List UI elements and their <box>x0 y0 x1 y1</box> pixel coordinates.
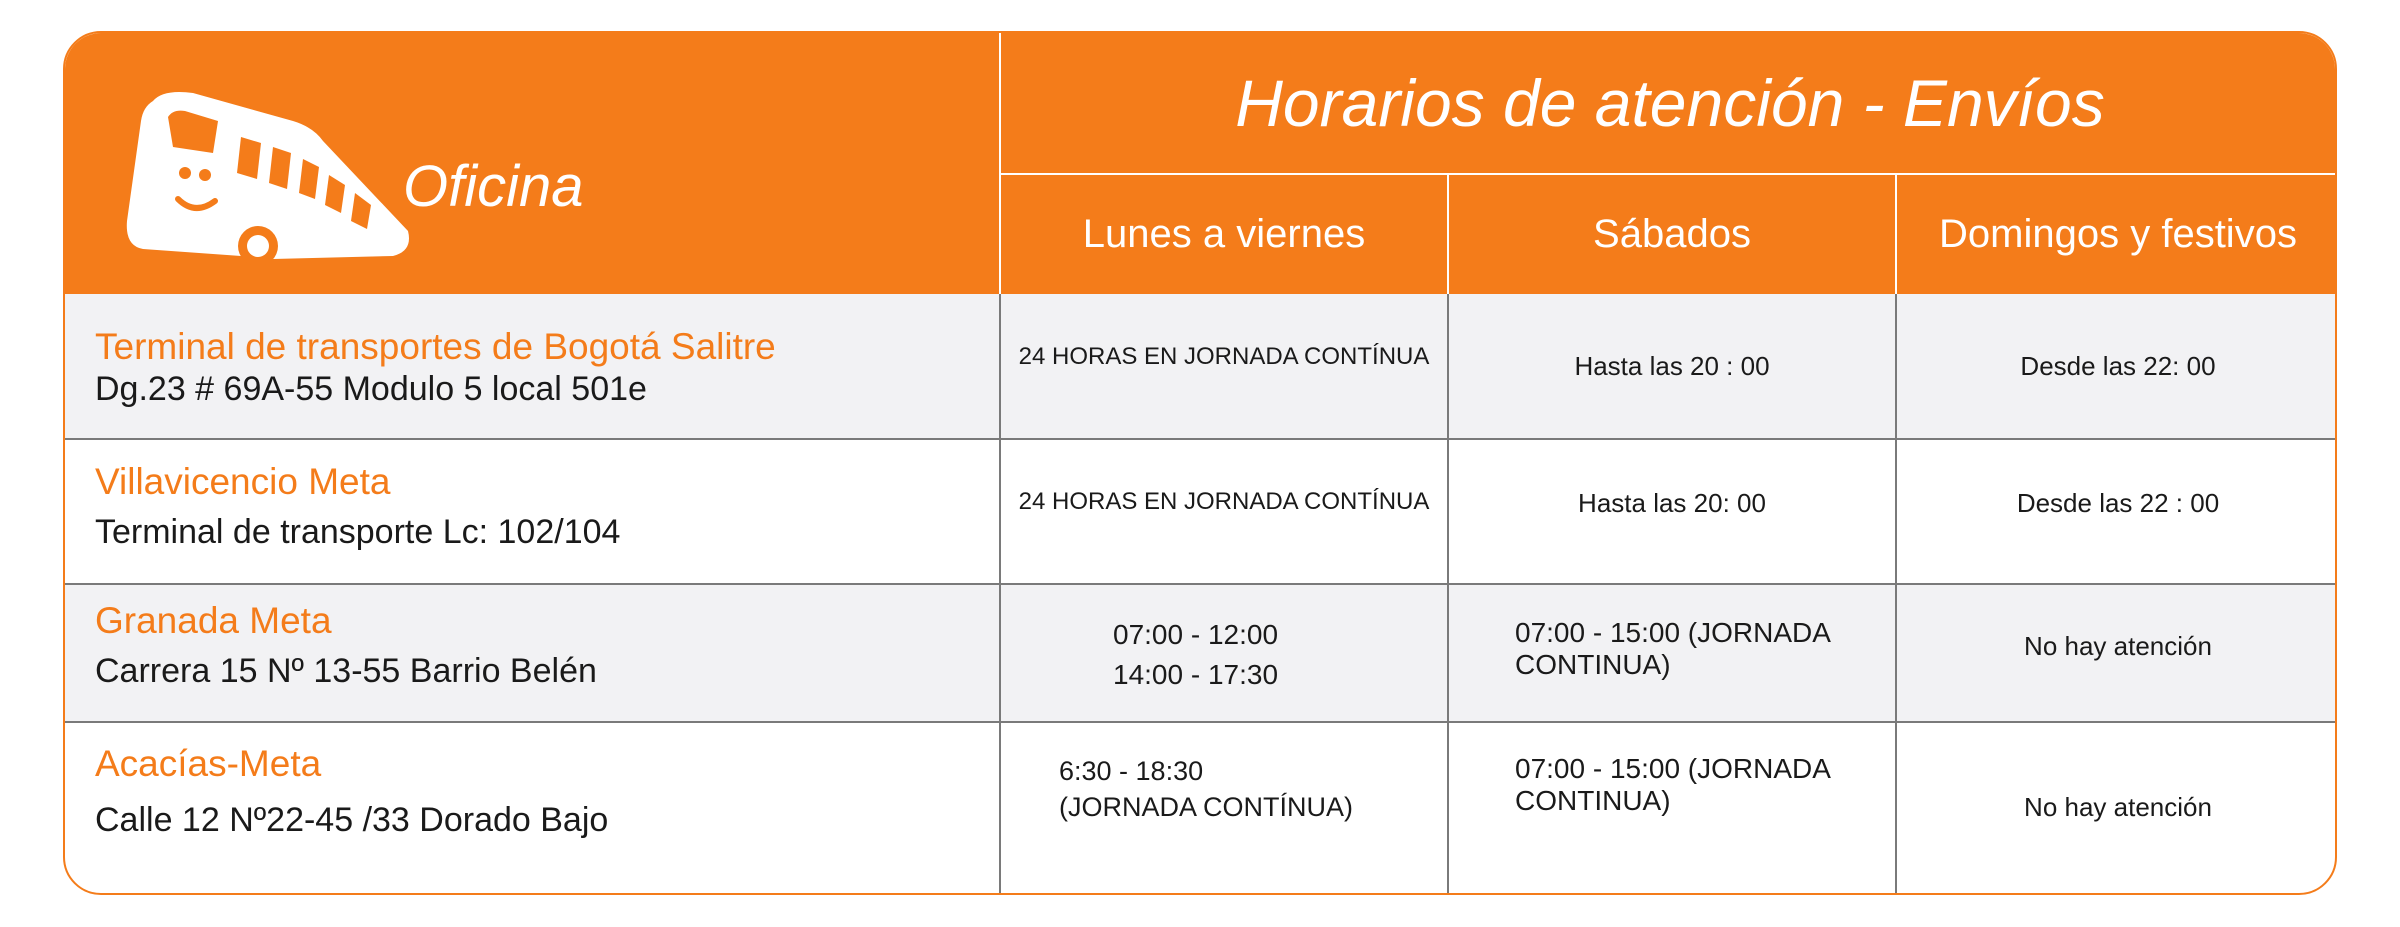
office-column-title: Oficina <box>403 154 584 219</box>
schedule-title: Horarios de atención - Envíos <box>1235 66 2105 140</box>
weekday-hours: 07:00 - 12:00 <box>1113 619 1279 650</box>
weekday-hours: 6:30 - 18:30 <box>1059 756 1204 786</box>
column-divider <box>999 294 1001 895</box>
saturday-hours: CONTINUA) <box>1515 785 1671 816</box>
office-address: Calle 12 Nº22-45 /33 Dorado Bajo <box>95 801 609 839</box>
row-divider <box>65 583 2337 585</box>
sunday-hours: No hay atención <box>2024 792 2212 822</box>
weekday-hours: (JORNADA CONTÍNUA) <box>1059 792 1354 822</box>
bus-icon <box>123 81 413 271</box>
saturday-hours: CONTINUA) <box>1515 649 1671 680</box>
office-name: Granada Meta <box>95 600 332 641</box>
office-address: Terminal de transporte Lc: 102/104 <box>95 513 621 551</box>
office-name: Terminal de transportes de Bogotá Salitre <box>95 326 776 367</box>
sunday-hours: Desde las 22: 00 <box>2020 351 2216 381</box>
saturday-hours: 07:00 - 15:00 (JORNADA <box>1515 753 1831 784</box>
office-address: Dg.23 # 69A-55 Modulo 5 local 501e <box>95 370 647 408</box>
office-name: Acacías-Meta <box>95 743 322 784</box>
sunday-hours: No hay atención <box>2024 631 2212 661</box>
column-divider <box>1447 294 1449 895</box>
column-header-weekday: Lunes a viernes <box>1082 212 1366 256</box>
column-header-sunday: Domingos y festivos <box>1939 212 2297 256</box>
office-name: Villavicencio Meta <box>95 461 391 502</box>
row-divider <box>65 438 2337 440</box>
office-address: Carrera 15 Nº 13-55 Barrio Belén <box>95 652 597 690</box>
saturday-hours: Hasta las 20 : 00 <box>1574 351 1770 381</box>
weekday-hours: 24 HORAS EN JORNADA CONTÍNUA <box>1018 488 1430 515</box>
sunday-hours: Desde las 22 : 00 <box>2016 488 2220 518</box>
saturday-hours: Hasta las 20: 00 <box>1578 488 1766 518</box>
weekday-hours: 14:00 - 17:30 <box>1113 659 1279 690</box>
saturday-hours: 07:00 - 15:00 (JORNADA <box>1515 617 1831 648</box>
row-divider <box>65 721 2337 723</box>
schedule-table <box>63 31 2337 895</box>
weekday-hours: 24 HORAS EN JORNADA CONTÍNUA <box>1018 343 1430 370</box>
column-header-saturday: Sábados <box>1593 212 1751 256</box>
